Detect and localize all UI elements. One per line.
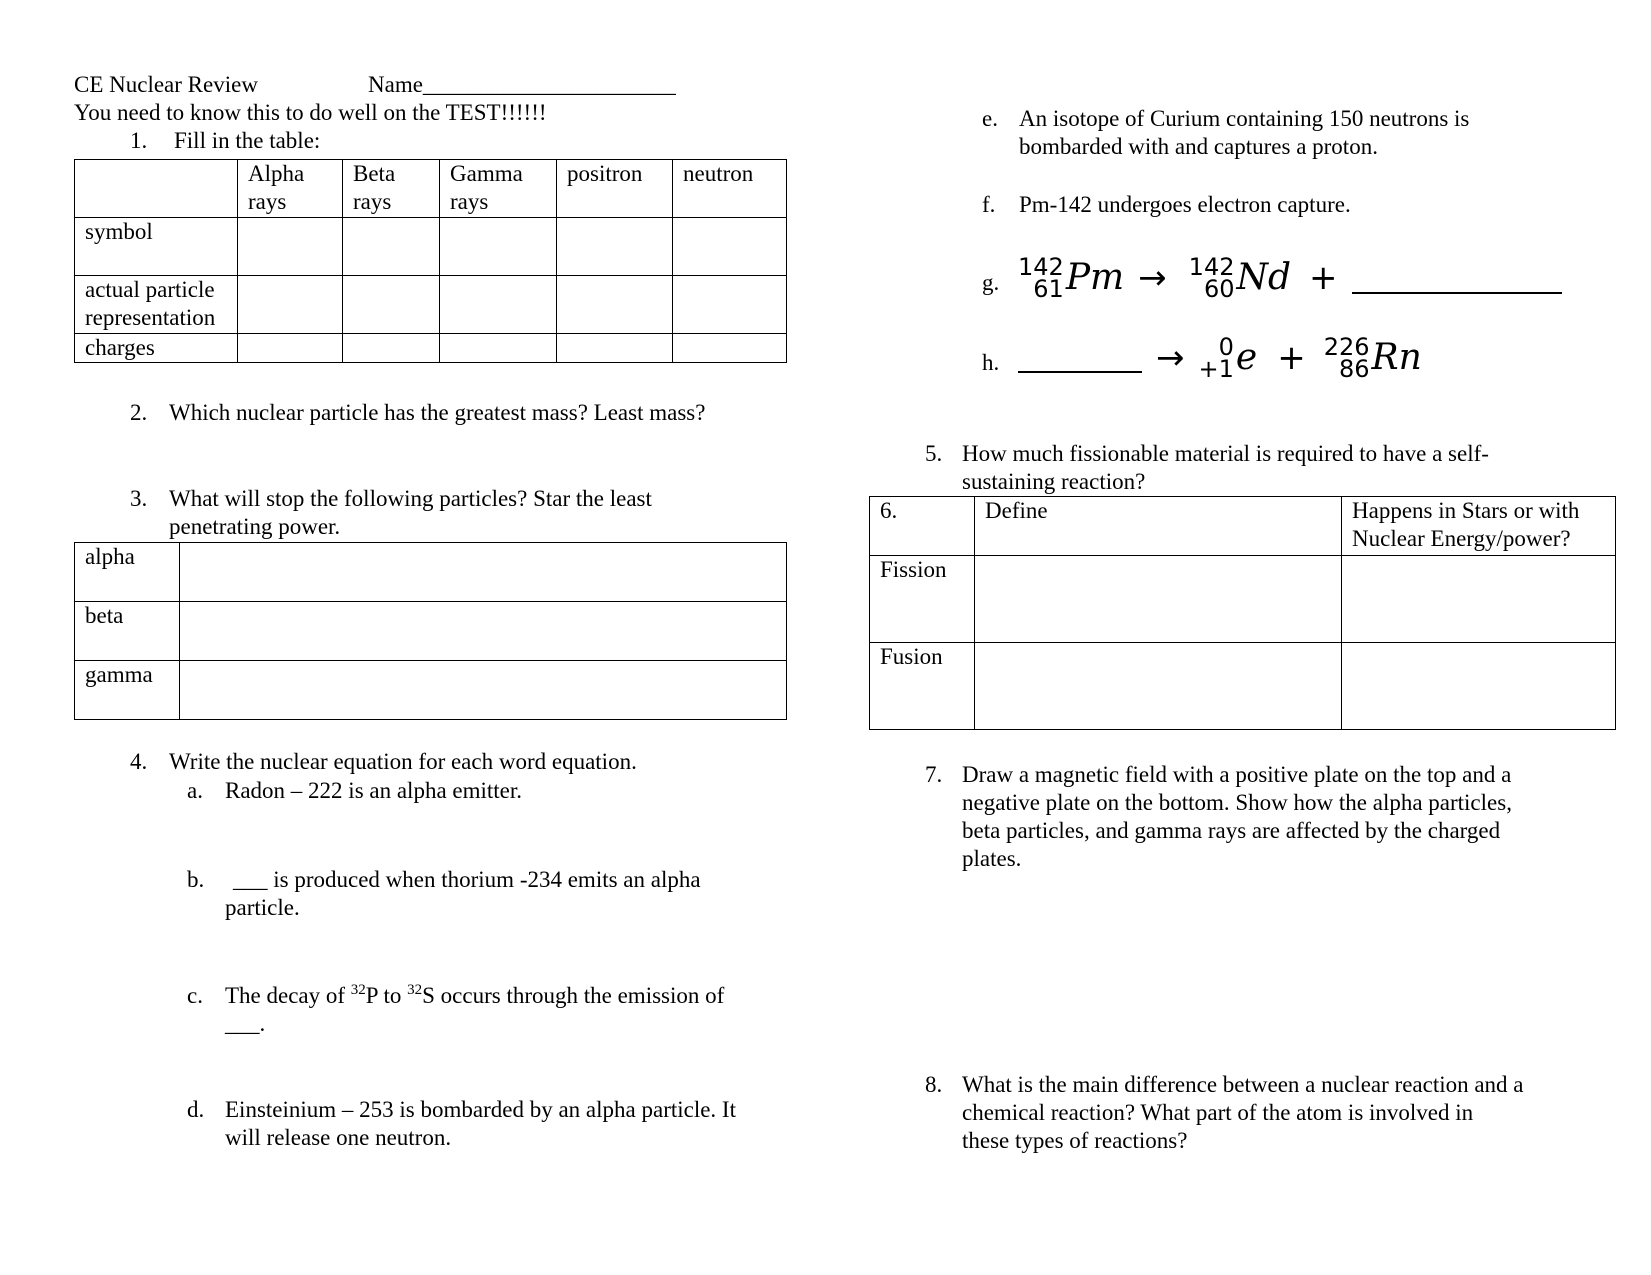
- answer-cell[interactable]: [1342, 556, 1616, 643]
- item-text-line1: An isotope of Curium containing 150 neutrons is: [1019, 106, 1470, 131]
- element-symbol: Rn: [1371, 337, 1422, 378]
- question-5: [925, 440, 1605, 496]
- item-letter: a.: [187, 778, 203, 803]
- element-text: P to: [365, 983, 408, 1008]
- question-4d: [187, 1096, 807, 1152]
- answer-blank[interactable]: [1352, 262, 1562, 294]
- item-letter: d.: [187, 1097, 205, 1122]
- question-text: Write the nuclear equation for each word equation.: [169, 749, 637, 774]
- question-4: [130, 748, 790, 776]
- row-header-alpha: alpha: [75, 543, 180, 602]
- question-text-line2: penetrating power.: [169, 514, 341, 539]
- question-text-line: negative plate on the bottom. Show how the alpha particles,: [962, 790, 1512, 815]
- row-header-representation: actual particle representation: [75, 276, 238, 334]
- item-text-line2: bombarded with and captures a proton.: [1019, 134, 1378, 159]
- question-text-line: beta particles, and gamma rays are affected by the charged: [962, 818, 1501, 843]
- column-header-gamma: Gamma rays: [440, 160, 557, 218]
- row-header-beta: beta: [75, 602, 180, 661]
- question-text-line2: sustaining reaction?: [962, 469, 1146, 494]
- item-text: Pm-142 undergoes electron capture.: [1019, 192, 1351, 217]
- question-4e: [982, 105, 1602, 161]
- table-row: [75, 276, 787, 334]
- item-text-line2: will release one neutron.: [225, 1125, 452, 1150]
- question-number: 5.: [925, 441, 943, 466]
- table-row: [75, 602, 787, 661]
- answer-cell[interactable]: [180, 661, 787, 720]
- question-text-line: plates.: [962, 846, 1022, 871]
- row-header-symbol: symbol: [75, 218, 238, 276]
- question-7: [925, 761, 1625, 873]
- column-header-happens: Happens in Stars or with Nuclear Energy/power?: [1342, 497, 1616, 556]
- question-number: 1.: [130, 128, 148, 153]
- item-letter: b.: [187, 867, 205, 892]
- plus-sign: +: [1309, 258, 1338, 298]
- answer-blank[interactable]: [1018, 343, 1142, 373]
- item-text: The decay of: [225, 983, 351, 1008]
- mass-number: 32: [350, 982, 366, 998]
- question-4f: [982, 191, 1602, 219]
- answer-cell[interactable]: [557, 276, 673, 334]
- row-header-gamma: gamma: [75, 661, 180, 720]
- item-letter: h.: [982, 350, 1000, 375]
- item-letter: e.: [982, 106, 998, 131]
- column-header-neutron: neutron: [673, 160, 787, 218]
- element-symbol: e: [1235, 337, 1258, 378]
- question-text-line1: What will stop the following particles? Star the least: [169, 486, 652, 511]
- item-letter: c.: [187, 983, 203, 1008]
- question-text: Which nuclear particle has the greatest mass? Least mass?: [169, 400, 706, 425]
- table-header-row: [870, 497, 1616, 556]
- answer-cell[interactable]: [238, 218, 343, 276]
- question-number: 2.: [130, 400, 148, 425]
- item-text-line1: Einsteinium – 253 is bombarded by an alpha particle. It: [225, 1097, 736, 1122]
- column-header-alpha: Alpha rays: [238, 160, 343, 218]
- page-subtitle: You need to know this to do well on the TEST!!!!!!: [74, 100, 547, 125]
- table-header-row: [75, 160, 787, 218]
- answer-cell[interactable]: [343, 334, 440, 363]
- table-corner-cell: [75, 160, 238, 218]
- answer-cell[interactable]: [180, 602, 787, 661]
- question-text-line: chemical reaction? What part of the atom is involved in: [962, 1100, 1474, 1125]
- isotope-numbers: 142 61: [1018, 253, 1064, 303]
- answer-cell[interactable]: [975, 643, 1342, 730]
- question-text: Fill in the table:: [174, 128, 321, 153]
- answer-cell[interactable]: [975, 556, 1342, 643]
- answer-cell[interactable]: [557, 334, 673, 363]
- question-text-line1: How much fissionable material is required to have a self-: [962, 441, 1489, 466]
- equation-h: [1018, 328, 1422, 388]
- row-header-fission: Fission: [870, 556, 975, 643]
- answer-cell[interactable]: [238, 334, 343, 363]
- answer-cell[interactable]: [180, 543, 787, 602]
- question-text-line: these types of reactions?: [962, 1128, 1188, 1153]
- plus-sign: +: [1277, 338, 1306, 378]
- table-row: [75, 334, 787, 363]
- reaction-arrow: →: [1138, 258, 1167, 298]
- question-8: [925, 1071, 1625, 1155]
- item-text: Radon – 222 is an alpha emitter.: [225, 778, 523, 803]
- question-number: 8.: [925, 1072, 943, 1097]
- answer-cell[interactable]: [1342, 643, 1616, 730]
- isotope-numbers: 0 +1: [1198, 333, 1234, 383]
- answer-blank[interactable]: ___.: [225, 1011, 266, 1036]
- row-header-charges: charges: [75, 334, 238, 363]
- question-number: 3.: [130, 486, 148, 511]
- table-row: [870, 643, 1616, 730]
- question-number: 4.: [130, 749, 148, 774]
- question-4a: [187, 777, 787, 805]
- question-text-line: Draw a magnetic field with a positive plate on the top and a: [962, 762, 1512, 787]
- particle-table: [74, 159, 787, 363]
- isotope-numbers: 226 86: [1323, 333, 1370, 383]
- question-4c: [187, 982, 807, 1038]
- item-letter: f.: [982, 192, 996, 217]
- fission-fusion-table: [869, 496, 1616, 730]
- question-1: [130, 127, 730, 155]
- column-header-define: Define: [975, 497, 1342, 556]
- row-header-fusion: Fusion: [870, 643, 975, 730]
- question-3: [130, 485, 790, 541]
- table-row: [75, 661, 787, 720]
- element-symbol: Pm: [1065, 257, 1125, 298]
- element-symbol: Nd: [1236, 257, 1292, 298]
- answer-cell[interactable]: [440, 334, 557, 363]
- equation-g: [1018, 248, 1562, 308]
- isotope-numbers: 142 60: [1188, 253, 1235, 303]
- stopping-power-table: [74, 542, 787, 720]
- answer-blank[interactable]: ___: [233, 867, 268, 892]
- answer-cell[interactable]: [343, 218, 440, 276]
- mass-number: 32: [407, 982, 423, 998]
- item-text-line2: particle.: [225, 895, 300, 920]
- column-header-beta: Beta rays: [343, 160, 440, 218]
- question-2: [130, 399, 790, 427]
- table-row: [75, 218, 787, 276]
- item-text-line1: is produced when thorium -234 emits an alpha: [267, 867, 701, 892]
- page-title: CE Nuclear Review: [74, 72, 258, 97]
- item-letter: g.: [982, 270, 1000, 295]
- answer-cell[interactable]: [343, 276, 440, 334]
- column-header-positron: positron: [557, 160, 673, 218]
- answer-cell[interactable]: [440, 218, 557, 276]
- table-row: [75, 543, 787, 602]
- answer-cell[interactable]: [673, 218, 787, 276]
- answer-cell[interactable]: [557, 218, 673, 276]
- table-row: [870, 556, 1616, 643]
- question-text-line: What is the main difference between a nuclear reaction and a: [962, 1072, 1524, 1097]
- reaction-arrow: →: [1156, 338, 1185, 378]
- element-text: S occurs through the emission of: [422, 983, 725, 1008]
- answer-cell[interactable]: [673, 334, 787, 363]
- question-number: 6.: [870, 497, 975, 556]
- name-field-label: Name______________________: [368, 72, 676, 97]
- answer-cell[interactable]: [673, 276, 787, 334]
- answer-cell[interactable]: [440, 276, 557, 334]
- question-number: 7.: [925, 762, 943, 787]
- question-4b: [187, 866, 787, 922]
- answer-cell[interactable]: [238, 276, 343, 334]
